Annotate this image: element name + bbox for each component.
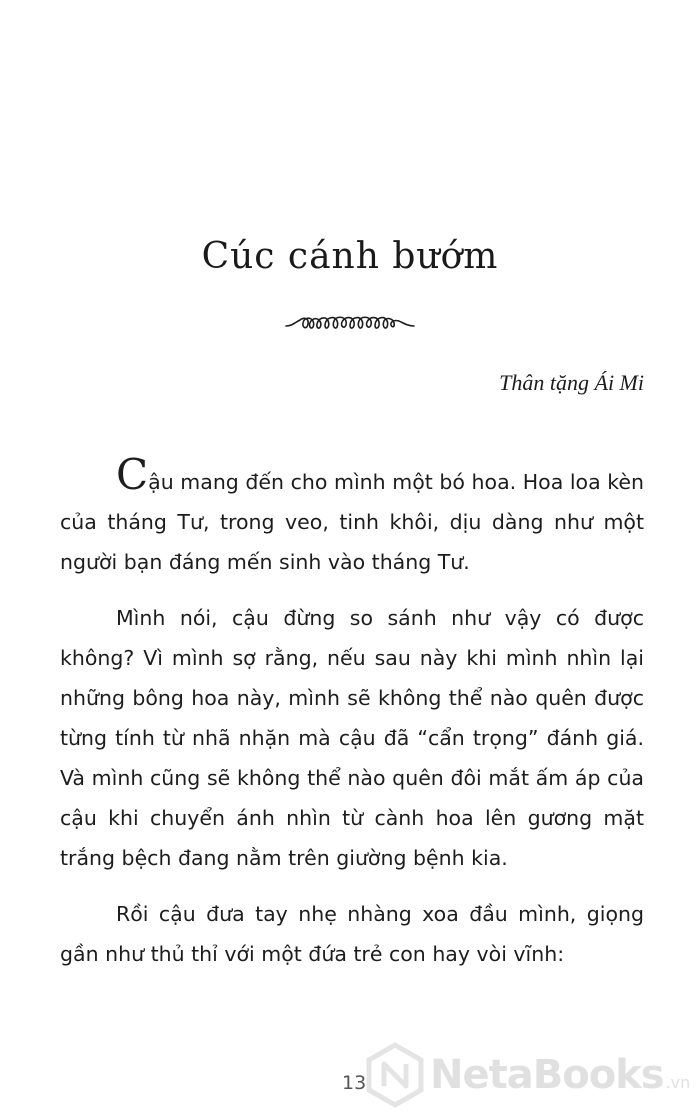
- chapter-body: [60, 450, 644, 990]
- paragraph: Rồi cậu đưa tay nhẹ nhàng xoa đầu mình, giọng gần như thủ thỉ với một đứa trẻ con hay vòi vĩnh:: [60, 902, 644, 966]
- paragraph: [60, 450, 644, 582]
- chapter-title: Cúc cánh bướm: [201, 236, 499, 277]
- paragraph-text: ậu mang đến cho mình một bó hoa. Hoa loa kèn của tháng Tư, trong veo, tinh khôi, dịu dàng như một người bạn đáng mến sinh vào tháng Tư.: [60, 470, 644, 574]
- paragraph: Mình nói, cậu đừng so sánh như vậy có được không? Vì mình sợ rằng, nếu sau này khi mình nhìn lại những bông hoa này, mình sẽ không thể nào quên được từng tính từ nhã nhặn mà cậu đã “cẩn trọng” đánh giá. Và mình cũng sẽ không thể nào quên đôi mắt ấm áp của cậu khi chuyển ánh nhìn từ cành hoa lên gương mặt trắng bệch đang nằm trên giường bệnh kia.: [60, 606, 644, 870]
- drop-cap: C: [116, 450, 149, 499]
- page-number: 13: [342, 1072, 367, 1094]
- watermark-suffix: .vn: [665, 1072, 691, 1092]
- watermark-brand: NetaBooks: [430, 1052, 664, 1098]
- dedication: Thân tặng Ái Mi: [499, 370, 644, 395]
- netabooks-logo-icon: [362, 1042, 428, 1108]
- loop-ornament-icon: [282, 308, 418, 336]
- watermark: [362, 1040, 694, 1110]
